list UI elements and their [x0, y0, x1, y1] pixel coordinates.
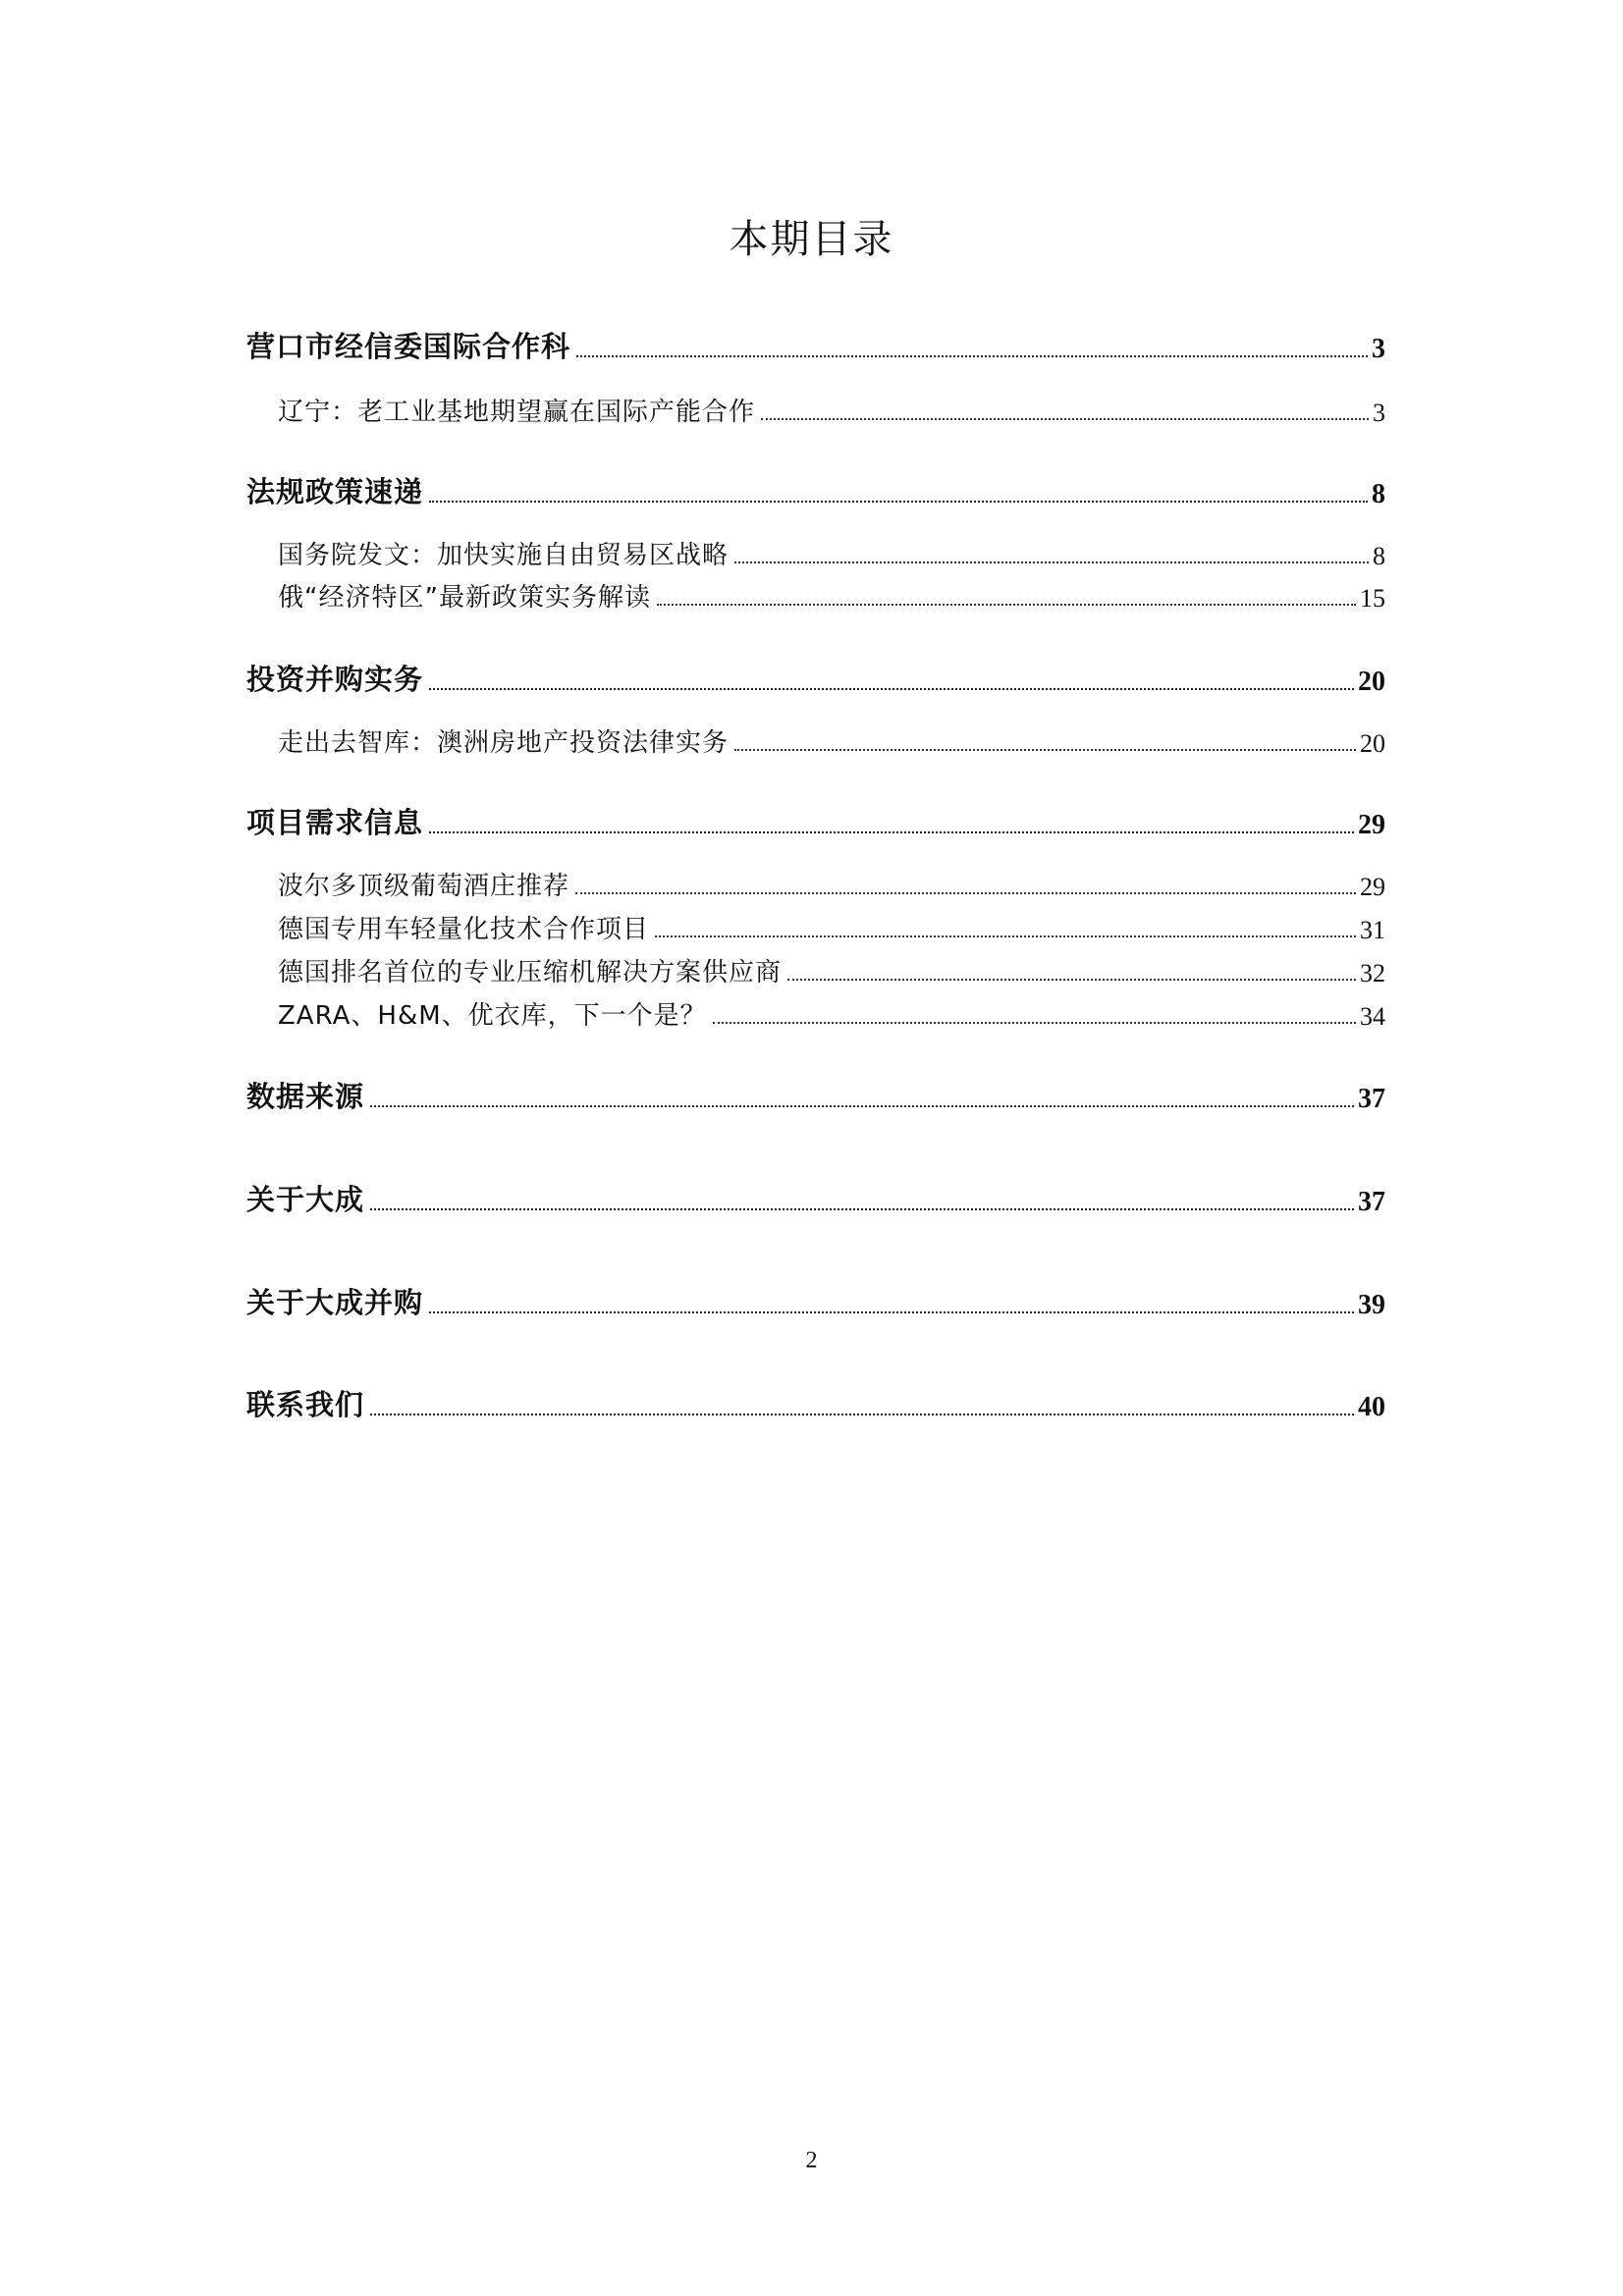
toc-section-about-dacheng[interactable]: [246, 1179, 1385, 1218]
toc-label: 联系我们: [246, 1388, 365, 1421]
toc-section-investment[interactable]: [246, 659, 1385, 698]
dot-leader: [370, 1413, 1354, 1415]
toc-label: 项目需求信息: [246, 806, 424, 839]
toc-label: ZARA、H&M、优衣库，下一个是？: [278, 1001, 707, 1031]
toc-section-projects[interactable]: [246, 802, 1385, 841]
toc-page-number: 34: [1360, 1002, 1385, 1031]
toc-page-number: 31: [1360, 916, 1385, 944]
page-number: 2: [805, 2148, 818, 2173]
toc-page-number: 8: [1372, 479, 1385, 509]
toc-label: 德国排名首位的专业压缩机解决方案供应商: [278, 958, 783, 988]
toc-entry-russia-sez[interactable]: [278, 578, 1385, 614]
toc-entry-state-council[interactable]: [278, 536, 1385, 571]
toc-page-number: 29: [1358, 810, 1385, 840]
toc-entry-bordeaux[interactable]: [278, 867, 1385, 902]
toc-label: 关于大成: [246, 1183, 365, 1216]
toc-section-about-dacheng-ma[interactable]: [246, 1282, 1385, 1321]
toc-page-number: 3: [1372, 334, 1385, 364]
toc-label: 关于大成并购: [246, 1286, 424, 1319]
page-title: 本期目录: [729, 217, 894, 262]
dot-leader: [576, 354, 1368, 357]
dot-leader: [734, 561, 1369, 563]
toc-page-number: 3: [1373, 399, 1385, 427]
dot-leader: [787, 978, 1356, 981]
toc-entry-german-vehicle[interactable]: [278, 910, 1385, 945]
toc-page-number: 37: [1358, 1187, 1385, 1217]
toc-label: 德国专用车轻量化技术合作项目: [278, 915, 650, 944]
toc-page-number: 39: [1358, 1290, 1385, 1320]
toc-label: 国务院发文：加快实施自由贸易区战略: [278, 541, 730, 570]
toc-entry-australia-realestate[interactable]: [278, 723, 1385, 759]
toc-page-number: 29: [1360, 873, 1385, 901]
toc-page-number: 37: [1358, 1084, 1385, 1114]
toc-label: 投资并购实务: [246, 663, 424, 696]
toc-entry-liaoning[interactable]: [278, 393, 1385, 428]
dot-leader: [575, 891, 1356, 894]
dot-leader: [429, 830, 1354, 833]
dot-leader: [429, 500, 1368, 503]
toc-label: 法规政策速递: [246, 475, 424, 508]
toc-section-policy[interactable]: [246, 471, 1385, 510]
toc-label: 走出去智库：澳洲房地产投资法律实务: [278, 728, 730, 758]
toc-entry-zara-hm[interactable]: [278, 996, 1385, 1032]
toc-label: 数据来源: [246, 1080, 365, 1113]
toc-page-number: 20: [1360, 729, 1385, 758]
toc-section-data-source[interactable]: [246, 1076, 1385, 1115]
toc-page-number: 15: [1360, 584, 1385, 613]
toc-page-number: 8: [1373, 542, 1385, 570]
toc-section-yingkou[interactable]: [246, 326, 1385, 365]
dot-leader: [370, 1207, 1354, 1210]
dot-leader: [655, 934, 1356, 937]
toc-label: 波尔多顶级葡萄酒庄推荐: [278, 872, 570, 901]
toc-entry-german-compressor[interactable]: [278, 953, 1385, 988]
toc-page-number: 40: [1358, 1392, 1385, 1422]
dot-leader: [370, 1104, 1354, 1107]
dot-leader: [761, 417, 1369, 420]
toc-page-number: 20: [1358, 667, 1385, 697]
toc-section-contact[interactable]: [246, 1384, 1385, 1423]
toc-label: 辽宁：老工业基地期望赢在国际产能合作: [278, 398, 756, 427]
toc-label: 俄“经济特区”最新政策实务解读: [278, 583, 651, 613]
toc-label: 营口市经信委国际合作科: [246, 330, 571, 363]
dot-leader: [734, 748, 1356, 751]
dot-leader: [657, 603, 1356, 606]
dot-leader: [429, 687, 1354, 690]
toc-page-number: 32: [1360, 959, 1385, 988]
dot-leader: [429, 1310, 1354, 1313]
dot-leader: [713, 1021, 1356, 1024]
